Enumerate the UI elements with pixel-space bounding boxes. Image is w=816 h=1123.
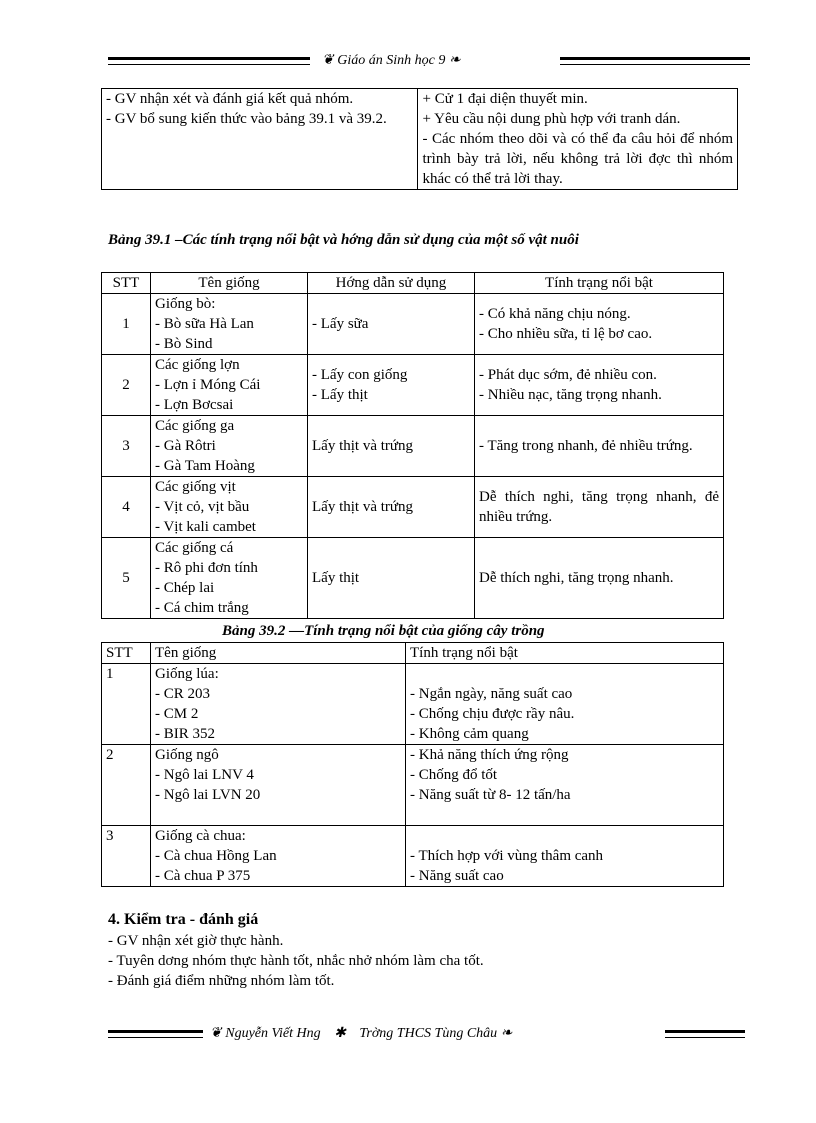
usage-cell — [308, 294, 475, 355]
flourish-icon: ❦ — [322, 53, 334, 68]
traits-cell — [475, 538, 724, 619]
header-rule-left — [108, 57, 310, 65]
cell-line: - Rô phi đơn tính — [155, 560, 258, 576]
cell-line: Giống ngô — [155, 747, 219, 763]
col-name: Tên giống — [151, 273, 308, 294]
cell-line: Dễ thích nghi, tăng trọng nhanh, đẻ nhiều trứng. — [479, 489, 719, 525]
star-icon: ✱ — [334, 1026, 346, 1041]
activity-table — [101, 88, 738, 190]
cell-line: Các giống cá — [155, 540, 234, 556]
cell-line: Các giống vịt — [155, 479, 236, 495]
name-cell — [151, 477, 308, 538]
livestock-table — [101, 272, 724, 619]
cell-line: - Cà chua Hồng Lan — [155, 848, 277, 864]
cell-line: - Tăng trong nhanh, đẻ nhiều trứng. — [479, 438, 693, 454]
cell-line: - CR 203 — [155, 686, 211, 702]
traits-cell — [406, 745, 724, 826]
footer-text: ❦ Nguyễn Viết Hng ✱ Trờng THCS Tùng Châu ❧ — [210, 1026, 513, 1041]
cell-line: - Cà chua P 375 — [155, 868, 251, 884]
table-row — [102, 355, 724, 416]
usage-cell — [308, 538, 475, 619]
table1-caption: Bảng 39.1 –Các tính trạng nổi bật và hớng dẫn sử dụng của một số vật nuôi — [108, 232, 579, 248]
cell-line: - GV bổ sung kiến thức vào bảng 39.1 và 39.2. — [106, 111, 387, 127]
cell-line: - Lấy thịt — [312, 387, 368, 403]
stt-cell: 2 — [102, 745, 151, 826]
stt-cell: 5 — [102, 538, 151, 619]
name-cell — [151, 294, 308, 355]
cell-line: - Gà Rôtri — [155, 438, 216, 454]
section-title: 4. Kiểm tra - đánh giá — [108, 911, 259, 928]
traits-cell — [475, 477, 724, 538]
cell-line: - Cá chim trắng — [155, 600, 249, 616]
cell-line: Giống lúa: — [155, 666, 219, 682]
table-row — [102, 538, 724, 619]
stt-cell: 3 — [102, 826, 151, 887]
cell-line: Dễ thích nghi, tăng trọng nhanh. — [479, 570, 674, 586]
section-line: - GV nhận xét giờ thực hành. — [108, 933, 284, 949]
usage-cell — [308, 477, 475, 538]
traits-cell — [475, 294, 724, 355]
table-row — [102, 664, 724, 745]
cell-line: - Lợn ỉ Móng Cái — [155, 377, 261, 393]
stt-cell: 2 — [102, 355, 151, 416]
stt-cell: 4 — [102, 477, 151, 538]
col-stt: STT — [102, 273, 151, 294]
cell-line: - Lấy con giống — [312, 367, 408, 383]
cell-line: - GV nhận xét và đánh giá kết quả nhóm. — [106, 91, 354, 107]
footer-rule-left — [108, 1030, 203, 1038]
traits-cell — [475, 355, 724, 416]
stt-cell: 3 — [102, 416, 151, 477]
name-cell — [151, 538, 308, 619]
traits-cell — [475, 416, 724, 477]
crop-table — [101, 642, 724, 887]
cell-line: + Yêu cầu nội dung phù hợp với tranh dán. — [422, 111, 681, 127]
table2-caption: Bảng 39.2 —Tính trạng nổi bật của giống cây trồng — [222, 623, 545, 639]
cell-line: - Khả năng thích ứng rộng — [410, 747, 569, 763]
stt-cell: 1 — [102, 664, 151, 745]
flourish-icon: ❧ — [500, 1026, 513, 1041]
usage-cell — [308, 355, 475, 416]
cell-line: - Lợn Bơcsai — [155, 397, 234, 413]
col-traits: Tính trạng nổi bật — [475, 273, 724, 294]
cell-line: - Gà Tam Hoàng — [155, 458, 255, 474]
cell-line — [410, 826, 719, 846]
cell-line: - Vịt cỏ, vịt bầu — [155, 499, 250, 515]
cell-line: - Có khả năng chịu nóng. — [479, 306, 631, 322]
cell-line — [410, 664, 719, 684]
col-stt: STT — [102, 643, 151, 664]
section-line: - Tuyên dơng nhóm thực hành tốt, nhắc nhở nhóm làm cha tốt. — [108, 953, 484, 969]
cell-line: - Ngô lai LNV 4 — [155, 767, 254, 783]
traits-cell — [406, 664, 724, 745]
name-cell — [151, 826, 406, 887]
cell-line: Lấy thịt — [312, 570, 360, 586]
header-rule-right — [560, 57, 750, 65]
cell-line: Các giống ga — [155, 418, 235, 434]
stt-cell: 1 — [102, 294, 151, 355]
teacher-activity-cell — [102, 89, 418, 190]
cell-line: - Chống chịu được rầy nâu. — [410, 706, 575, 722]
cell-line: - Lấy sữa — [312, 316, 369, 332]
name-cell — [151, 745, 406, 826]
name-cell — [151, 664, 406, 745]
cell-line: Lấy thịt và trứng — [312, 499, 414, 515]
col-traits: Tính trạng nổi bật — [406, 643, 724, 664]
usage-cell — [308, 416, 475, 477]
cell-line: - Các nhóm theo dõi và có thể đa câu hỏi để nhóm trình bày trả lời, nếu không trả lời đợc thì nhóm khác có thể trả lời thay. — [422, 131, 733, 187]
name-cell — [151, 416, 308, 477]
cell-line: - Bò sữa Hà Lan — [155, 316, 254, 332]
cell-line: Lấy thịt và trứng — [312, 438, 414, 454]
name-cell — [151, 355, 308, 416]
cell-line: Giống cà chua: — [155, 828, 246, 844]
cell-line: - Ngô lai LVN 20 — [155, 787, 261, 803]
cell-line: Giống bò: — [155, 296, 216, 312]
col-name: Tên giống — [151, 643, 406, 664]
cell-line: - Thích hợp với vùng thâm canh — [410, 848, 604, 864]
footer-rule-right — [665, 1030, 745, 1038]
traits-cell — [406, 826, 724, 887]
cell-line: - Bò Sind — [155, 336, 213, 352]
cell-line: - Năng suất từ 8- 12 tấn/ha — [410, 787, 571, 803]
cell-line: - Cho nhiều sữa, tỉ lệ bơ cao. — [479, 326, 653, 342]
table-row — [102, 416, 724, 477]
cell-line: - Năng suất cao — [410, 868, 504, 884]
table-row — [102, 294, 724, 355]
header-title: ❦ Giáo án Sinh học 9 ❧ — [322, 53, 461, 68]
cell-line: - Phát dục sớm, đẻ nhiều con. — [479, 367, 657, 383]
cell-line: Các giống lợn — [155, 357, 240, 373]
table-row — [102, 477, 724, 538]
cell-line: - CM 2 — [155, 706, 199, 722]
cell-line: - BIR 352 — [155, 726, 215, 742]
cell-line: - Không cảm quang — [410, 726, 529, 742]
flourish-icon: ❧ — [448, 53, 461, 68]
cell-line: - Vịt kali cambet — [155, 519, 256, 535]
col-usage: Hớng dẫn sử dụng — [308, 273, 475, 294]
table-row — [102, 745, 724, 826]
cell-line: - Ngắn ngày, năng suất cao — [410, 686, 573, 702]
cell-line: - Nhiều nạc, tăng trọng nhanh. — [479, 387, 662, 403]
section-line: - Đánh giá điểm những nhóm làm tốt. — [108, 973, 335, 989]
table-row — [102, 826, 724, 887]
cell-line: - Chép lai — [155, 580, 215, 596]
cell-line: + Cử 1 đại diện thuyết min. — [422, 91, 588, 107]
flourish-icon: ❦ — [210, 1026, 222, 1041]
cell-line: - Chống đổ tốt — [410, 767, 498, 783]
student-activity-cell — [418, 89, 738, 190]
